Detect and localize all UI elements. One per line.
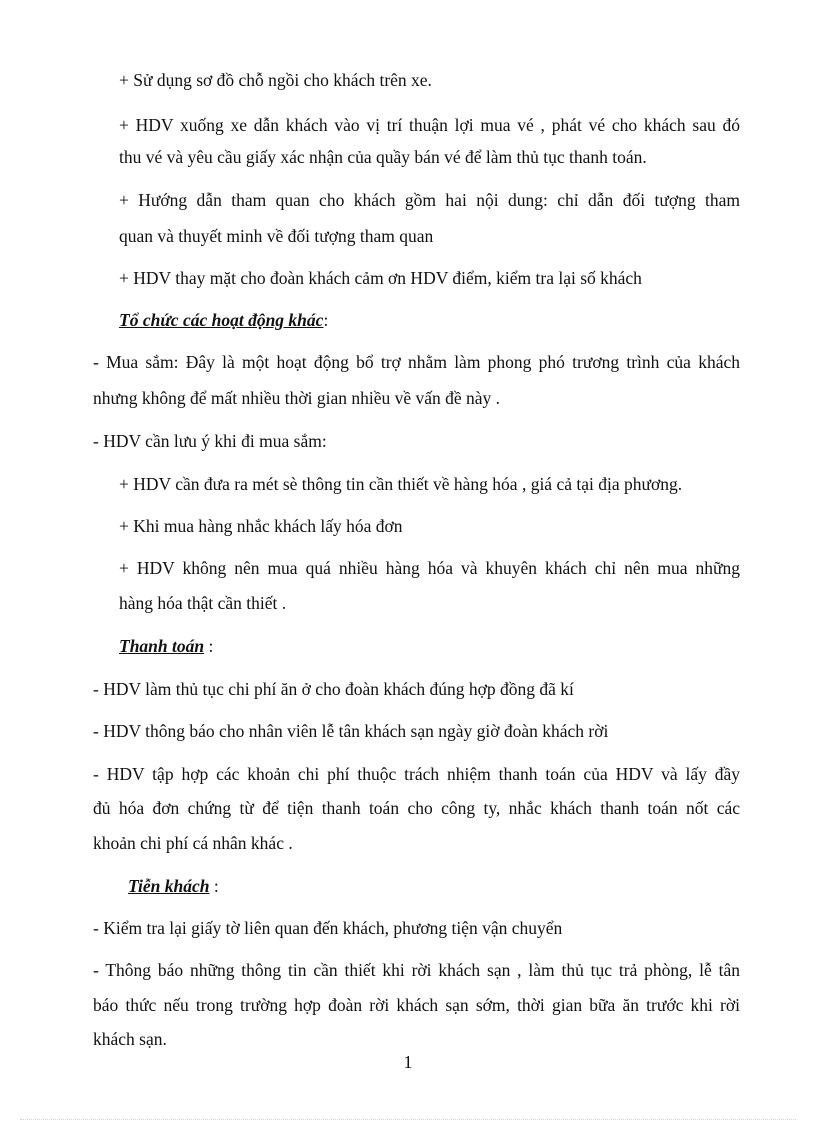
bullet-tickets-line-1: + HDV xuống xe dẫn khách vào vị trí thuận lợi mua vé , phát vé cho khách sau đó [119,115,740,135]
heading-farewell-colon: : [209,876,219,896]
heading-farewell [128,876,219,896]
farewell-line-1: - Kiểm tra lại giấy tờ liên quan đến khách, phương tiện vận chuyển [93,918,563,938]
farewell-line-2a: - Thông báo những thông tin cần thiết khi rời khách sạn , làm thủ tục trả phòng, lễ tân [93,960,740,980]
farewell-line-2c: khách sạn. [93,1029,167,1049]
heading-other-activities-text: Tổ chức các hoạt động khác [119,310,324,330]
shopping-line-2: nhưng không để mất nhiều thời gian nhiều về vấn đề này . [93,388,501,408]
heading-payment-text: Thanh toán [119,636,205,656]
payment-line-3a: - HDV tập hợp các khoản chi phí thuộc trách nhiệm thanh toán của HDV và lấy đầy [93,764,740,784]
farewell-line-2b: báo thức nếu trong trường hợp đoàn rời khách sạn sớm, thời gian bữa ăn trước khi rời [93,995,740,1015]
bullet-seating-chart: + Sử dụng sơ đồ chỗ ngồi cho khách trên xe. [119,70,432,90]
payment-line-1: - HDV làm thủ tục chi phí ăn ở cho đoàn khách đúng hợp đồng đã kí [93,679,574,699]
payment-line-3c: khoản chi phí cá nhân khác . [93,833,293,853]
bullet-tickets-line-2: thu vé và yêu cầu giấy xác nhận của quầy bán vé để làm thủ tục thanh toán. [119,147,647,167]
bullet-no-overbuy-line-2: hàng hóa thật cần thiết . [119,593,287,613]
bullet-guide-line-1: + Hướng dẫn tham quan cho khách gồm hai nội dung: chỉ dẫn đối tượng tham [119,190,740,210]
bullet-invoice: + Khi mua hàng nhắc khách lấy hóa đơn [119,516,403,536]
payment-line-3b: đủ hóa đơn chứng từ để tiện thanh toán cho công ty, nhắc khách thanh toán nốt các [93,798,740,818]
page-number: 1 [403,1052,413,1072]
heading-payment-colon: : [204,636,214,656]
bullet-local-info: + HDV cần đưa ra mét sè thông tin cần thiết về hàng hóa , giá cả tại địa phương. [119,474,683,494]
heading-payment [119,636,213,656]
heading-other-activities [119,310,328,330]
payment-line-2: - HDV thông báo cho nhân viên lễ tân khách sạn ngày giờ đoàn khách rời [93,721,609,741]
shopping-line-1: - Mua sắm: Đây là một hoạt động bổ trợ nhằm làm phong phó trương trình của khách [93,352,740,372]
heading-farewell-text: Tiễn khách [128,876,210,896]
bullet-thanks: + HDV thay mặt cho đoàn khách cảm ơn HDV điểm, kiểm tra lại số khách [119,268,642,288]
shopping-notes-intro: - HDV cần lưu ý khi đi mua sắm: [93,431,327,451]
bullet-guide-line-2: quan và thuyết minh về đối tượng tham quan [119,226,434,246]
page-bottom-divider [20,1119,796,1120]
heading-other-activities-colon: : [323,310,329,330]
bullet-no-overbuy-line-1: + HDV không nên mua quá nhiều hàng hóa và khuyên khách chỉ nên mua những [119,558,740,578]
